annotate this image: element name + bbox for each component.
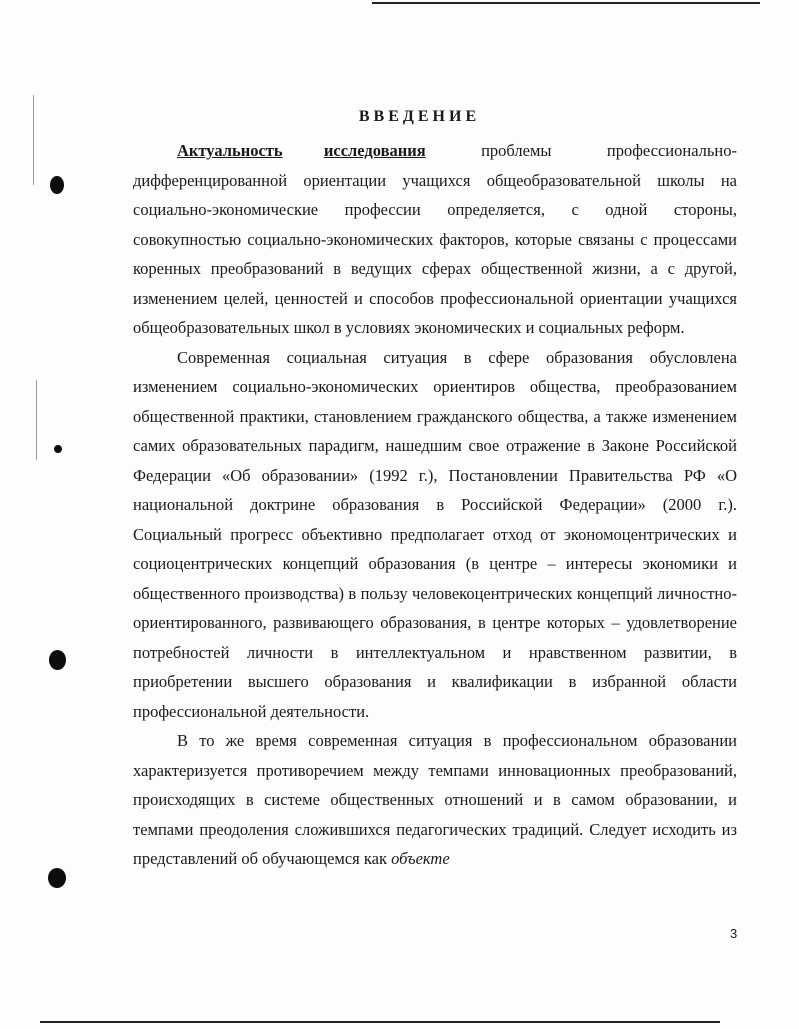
body-text	[133, 136, 737, 874]
margin-mark	[36, 380, 37, 460]
paragraph-text: В то же время современная ситуация в профессиональном образовании характеризуется противоречием между темпами инновационных преобразований, происходящих в системе общественных отношений и в самом образовании, и темпами преодоления сложившихся педагогических традиций. Следует исходить из представлений об обучающемся как	[133, 731, 737, 868]
paragraph-text: проблемы профессионально-дифференцированной ориентации учащихся общеобразовательной школы на социально-экономические профессии определяется, с одной стороны, совокупностью социально-экономических факторов, которые связаны с процессами коренных преобразований в ведущих сферах общественной жизни, а с другой, изменением целей, ценностей и способов профессиональной ориентации учащихся общеобразовательных школ в условиях экономических и социальных реформ.	[133, 141, 737, 337]
punch-hole	[49, 650, 66, 670]
page-number: 3	[730, 926, 738, 941]
document-title: ВВЕДЕНИЕ	[358, 108, 481, 125]
italic-word: объекте	[391, 849, 450, 868]
bottom-scan-line	[40, 1021, 720, 1023]
punch-hole	[48, 868, 66, 888]
paragraph-contradiction	[133, 726, 737, 874]
punch-hole	[54, 445, 62, 453]
punch-hole	[50, 176, 64, 194]
lead-word: исследования	[323, 141, 426, 160]
top-scan-line	[372, 2, 760, 4]
paragraph-relevance	[133, 136, 737, 343]
lead-word: Актуальность	[177, 141, 283, 160]
paragraph-social-situation: Современная социальная ситуация в сфере образования обусловлена изменением социально-экономических ориентиров общества, преобразованием общественной практики, становлением гражданского общества, а также изменением самих образовательных парадигм, нашедшим свое отражение в Законе Российской Федерации «Об образовании» (1992 г.), Постановлении Правительства РФ «О национальной доктрине образования в Российской Федерации» (2000 г.). Социальный прогресс объективно предполагает отход от экономоцентрических и социоцентрических концепций образования (в центре – интересы экономики и общественного производства) в пользу человекоцентрических концепций личностно-ориентированного, развивающего образования, в центре которых – удовлетворение потребностей личности в интеллектуальном и нравственном развитии, в приобретении высшего образования и квалификации в избранной области профессиональной деятельности.	[133, 347, 737, 721]
